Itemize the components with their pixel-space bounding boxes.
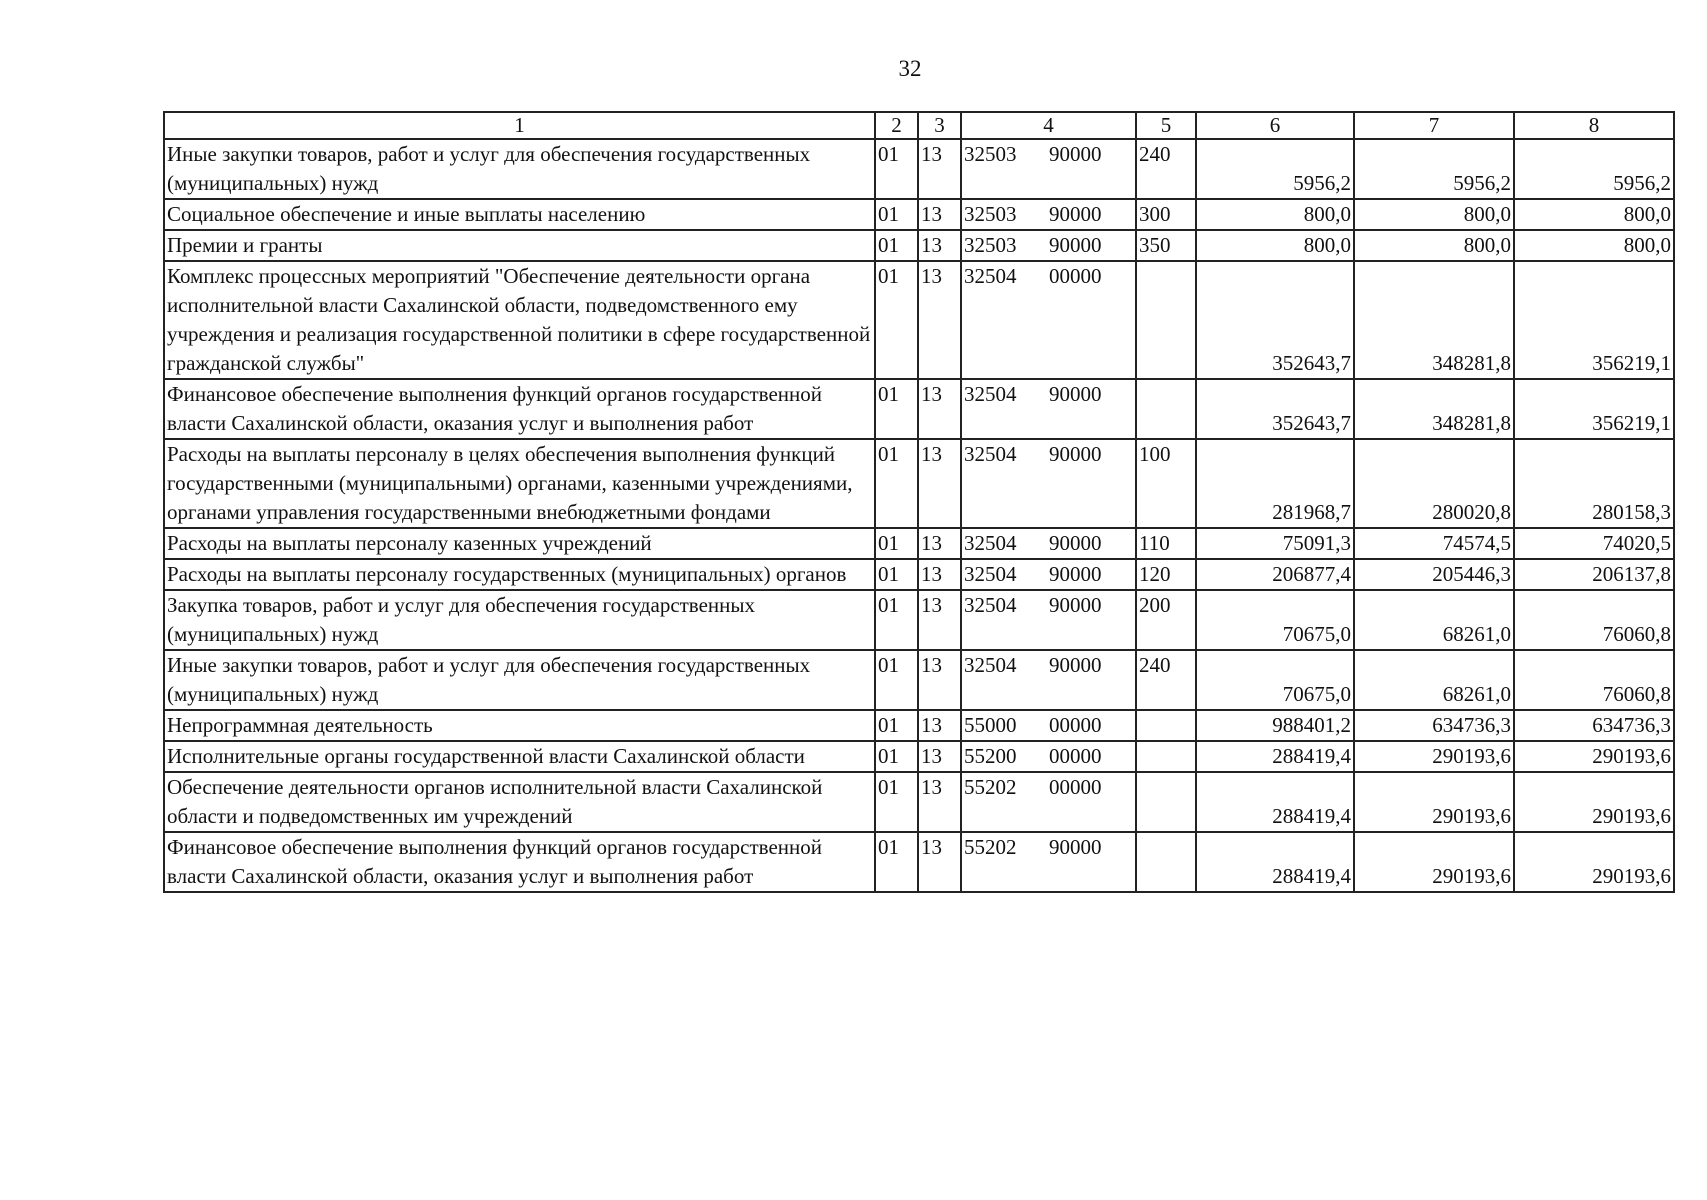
- amount-col8: 76060,8: [1514, 590, 1674, 650]
- amount-col6: 988401,2: [1196, 710, 1354, 741]
- table-row: [164, 650, 1674, 710]
- amount-col7: 800,0: [1354, 230, 1514, 261]
- amount-col7: 800,0: [1354, 199, 1514, 230]
- amount-col6: 800,0: [1196, 230, 1354, 261]
- row-name: Иные закупки товаров, работ и услуг для обеспечения государственных (муниципальных) нужд: [164, 650, 875, 710]
- target-article-code: [961, 439, 1136, 528]
- target-article-part1: 32504: [964, 382, 1017, 406]
- amount-col8: 280158,3: [1514, 439, 1674, 528]
- target-article-part1: 55202: [964, 835, 1017, 859]
- amount-col7: 290193,6: [1354, 741, 1514, 772]
- section-code: 01: [875, 832, 918, 892]
- table-row: [164, 590, 1674, 650]
- subsection-code: 13: [918, 261, 961, 379]
- target-article-part1: 55000: [964, 713, 1017, 737]
- section-code: 01: [875, 261, 918, 379]
- amount-col8: 5956,2: [1514, 139, 1674, 199]
- target-article-part2: 90000: [1049, 233, 1102, 257]
- row-name: Социальное обеспечение и иные выплаты населению: [164, 199, 875, 230]
- amount-col6: 70675,0: [1196, 590, 1354, 650]
- table-row: [164, 379, 1674, 439]
- amount-col6: 70675,0: [1196, 650, 1354, 710]
- section-code: 01: [875, 199, 918, 230]
- amount-col8: 74020,5: [1514, 528, 1674, 559]
- target-article-code: [961, 832, 1136, 892]
- target-article-part2: 90000: [1049, 593, 1102, 617]
- section-code: 01: [875, 741, 918, 772]
- amount-col7: 348281,8: [1354, 379, 1514, 439]
- amount-col8: 356219,1: [1514, 379, 1674, 439]
- subsection-code: 13: [918, 590, 961, 650]
- target-article-part1: 32504: [964, 264, 1017, 288]
- subsection-code: 13: [918, 710, 961, 741]
- expense-type-code: 240: [1136, 139, 1196, 199]
- table-row: [164, 230, 1674, 261]
- target-article-part2: 90000: [1049, 653, 1102, 677]
- section-code: 01: [875, 559, 918, 590]
- expense-type-code: [1136, 710, 1196, 741]
- amount-col6: 800,0: [1196, 199, 1354, 230]
- table-row: [164, 559, 1674, 590]
- header-cell: 1: [164, 112, 875, 139]
- table-row: [164, 528, 1674, 559]
- amount-col8: 290193,6: [1514, 772, 1674, 832]
- expense-type-code: [1136, 772, 1196, 832]
- expense-type-code: 100: [1136, 439, 1196, 528]
- target-article-code: [961, 139, 1136, 199]
- target-article-part2: 90000: [1049, 562, 1102, 586]
- row-name: Обеспечение деятельности органов исполнительной власти Сахалинской области и подведомственных им учреждений: [164, 772, 875, 832]
- expense-type-code: [1136, 832, 1196, 892]
- subsection-code: 13: [918, 772, 961, 832]
- amount-col8: 206137,8: [1514, 559, 1674, 590]
- table-row: [164, 261, 1674, 379]
- target-article-part2: 00000: [1049, 264, 1102, 288]
- expense-type-code: [1136, 261, 1196, 379]
- row-name: Иные закупки товаров, работ и услуг для обеспечения государственных (муниципальных) нужд: [164, 139, 875, 199]
- section-code: 01: [875, 439, 918, 528]
- target-article-code: [961, 772, 1136, 832]
- section-code: 01: [875, 590, 918, 650]
- section-code: 01: [875, 379, 918, 439]
- target-article-part1: 32503: [964, 142, 1017, 166]
- amount-col7: 634736,3: [1354, 710, 1514, 741]
- target-article-code: [961, 559, 1136, 590]
- target-article-part1: 55202: [964, 775, 1017, 799]
- subsection-code: 13: [918, 528, 961, 559]
- subsection-code: 13: [918, 139, 961, 199]
- amount-col7: 290193,6: [1354, 772, 1514, 832]
- target-article-code: [961, 379, 1136, 439]
- header-cell: 4: [961, 112, 1136, 139]
- table-row: [164, 439, 1674, 528]
- amount-col7: 290193,6: [1354, 832, 1514, 892]
- amount-col6: 206877,4: [1196, 559, 1354, 590]
- subsection-code: 13: [918, 199, 961, 230]
- amount-col7: 74574,5: [1354, 528, 1514, 559]
- row-name: Премии и гранты: [164, 230, 875, 261]
- expense-type-code: [1136, 741, 1196, 772]
- target-article-part1: 32504: [964, 653, 1017, 677]
- expense-type-code: [1136, 379, 1196, 439]
- target-article-part1: 32503: [964, 233, 1017, 257]
- row-name: Расходы на выплаты персоналу государственных (муниципальных) органов: [164, 559, 875, 590]
- target-article-code: [961, 230, 1136, 261]
- row-name: Расходы на выплаты персоналу в целях обеспечения выполнения функций государственными (муниципальными) органами, казенными учреждениями, органами управления государственными внебюджетными фондами: [164, 439, 875, 528]
- section-code: 01: [875, 650, 918, 710]
- amount-col8: 800,0: [1514, 230, 1674, 261]
- target-article-code: [961, 590, 1136, 650]
- row-name: Финансовое обеспечение выполнения функций органов государственной власти Сахалинской области, оказания услуг и выполнения работ: [164, 832, 875, 892]
- target-article-code: [961, 741, 1136, 772]
- subsection-code: 13: [918, 832, 961, 892]
- budget-table: [163, 111, 1675, 893]
- target-article-part2: 00000: [1049, 713, 1102, 737]
- target-article-part2: 90000: [1049, 142, 1102, 166]
- section-code: 01: [875, 772, 918, 832]
- subsection-code: 13: [918, 439, 961, 528]
- row-name: Закупка товаров, работ и услуг для обеспечения государственных (муниципальных) нужд: [164, 590, 875, 650]
- section-code: 01: [875, 139, 918, 199]
- table-row: [164, 199, 1674, 230]
- subsection-code: 13: [918, 559, 961, 590]
- subsection-code: 13: [918, 379, 961, 439]
- section-code: 01: [875, 710, 918, 741]
- amount-col7: 280020,8: [1354, 439, 1514, 528]
- target-article-part2: 90000: [1049, 531, 1102, 555]
- table-row: [164, 832, 1674, 892]
- row-name: Финансовое обеспечение выполнения функций органов государственной власти Сахалинской области, оказания услуг и выполнения работ: [164, 379, 875, 439]
- page-number: 32: [898, 56, 922, 81]
- expense-type-code: 350: [1136, 230, 1196, 261]
- target-article-part1: 55200: [964, 744, 1017, 768]
- amount-col6: 288419,4: [1196, 741, 1354, 772]
- amount-col8: 356219,1: [1514, 261, 1674, 379]
- target-article-part2: 90000: [1049, 382, 1102, 406]
- header-cell: 3: [918, 112, 961, 139]
- target-article-code: [961, 528, 1136, 559]
- header-cell: 6: [1196, 112, 1354, 139]
- amount-col8: 800,0: [1514, 199, 1674, 230]
- subsection-code: 13: [918, 741, 961, 772]
- amount-col6: 352643,7: [1196, 379, 1354, 439]
- row-name: Непрограммная деятельность: [164, 710, 875, 741]
- amount-col6: 5956,2: [1196, 139, 1354, 199]
- target-article-part2: 90000: [1049, 202, 1102, 226]
- amount-col7: 205446,3: [1354, 559, 1514, 590]
- table-row: [164, 139, 1674, 199]
- row-name: Комплекс процессных мероприятий "Обеспечение деятельности органа исполнительной власти Сахалинской области, подведомственного ему учреждения и реализация государственной политики в сфере государственной гражданской службы": [164, 261, 875, 379]
- amount-col8: 76060,8: [1514, 650, 1674, 710]
- amount-col6: 75091,3: [1196, 528, 1354, 559]
- subsection-code: 13: [918, 650, 961, 710]
- target-article-part2: 00000: [1049, 744, 1102, 768]
- target-article-part2: 90000: [1049, 835, 1102, 859]
- amount-col6: 288419,4: [1196, 832, 1354, 892]
- header-cell: 7: [1354, 112, 1514, 139]
- table-header-row: [164, 112, 1674, 139]
- expense-type-code: 200: [1136, 590, 1196, 650]
- target-article-part1: 32504: [964, 442, 1017, 466]
- target-article-part2: 00000: [1049, 775, 1102, 799]
- section-code: 01: [875, 230, 918, 261]
- table-row: [164, 772, 1674, 832]
- expense-type-code: 300: [1136, 199, 1196, 230]
- subsection-code: 13: [918, 230, 961, 261]
- amount-col6: 288419,4: [1196, 772, 1354, 832]
- expense-type-code: 110: [1136, 528, 1196, 559]
- row-name: Расходы на выплаты персоналу казенных учреждений: [164, 528, 875, 559]
- row-name: Исполнительные органы государственной власти Сахалинской области: [164, 741, 875, 772]
- table-row: [164, 741, 1674, 772]
- target-article-code: [961, 261, 1136, 379]
- amount-col7: 68261,0: [1354, 590, 1514, 650]
- expense-type-code: 120: [1136, 559, 1196, 590]
- amount-col7: 68261,0: [1354, 650, 1514, 710]
- target-article-part1: 32504: [964, 593, 1017, 617]
- header-cell: 8: [1514, 112, 1674, 139]
- expense-type-code: 240: [1136, 650, 1196, 710]
- target-article-part1: 32504: [964, 562, 1017, 586]
- amount-col7: 5956,2: [1354, 139, 1514, 199]
- section-code: 01: [875, 528, 918, 559]
- target-article-code: [961, 650, 1136, 710]
- amount-col8: 290193,6: [1514, 832, 1674, 892]
- header-cell: 5: [1136, 112, 1196, 139]
- target-article-part1: 32503: [964, 202, 1017, 226]
- target-article-part2: 90000: [1049, 442, 1102, 466]
- amount-col8: 634736,3: [1514, 710, 1674, 741]
- amount-col7: 348281,8: [1354, 261, 1514, 379]
- header-cell: 2: [875, 112, 918, 139]
- amount-col6: 281968,7: [1196, 439, 1354, 528]
- amount-col6: 352643,7: [1196, 261, 1354, 379]
- target-article-part1: 32504: [964, 531, 1017, 555]
- table-row: [164, 710, 1674, 741]
- amount-col8: 290193,6: [1514, 741, 1674, 772]
- target-article-code: [961, 199, 1136, 230]
- target-article-code: [961, 710, 1136, 741]
